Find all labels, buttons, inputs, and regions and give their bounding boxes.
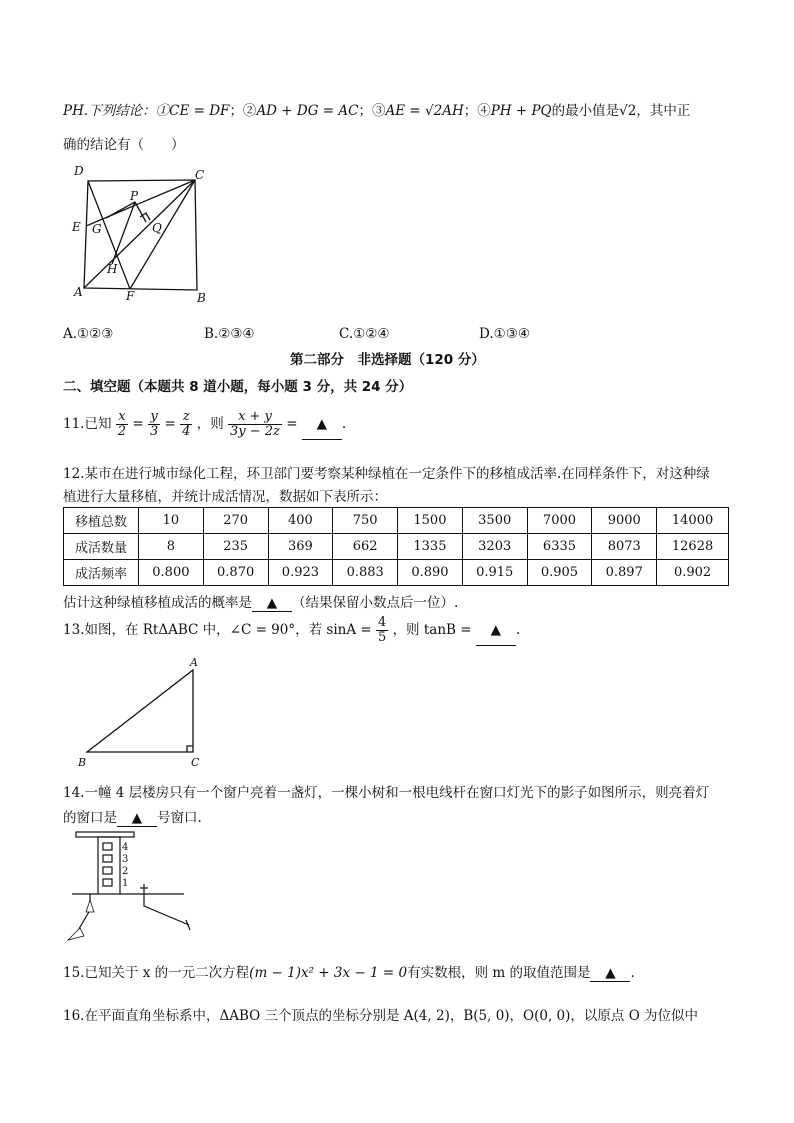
q15-equation: (m − 1)x² + 3x − 1 = 0	[249, 965, 408, 981]
q10-conclusion-4: PH + PQ	[490, 103, 552, 119]
q10-sep-3: ；④	[463, 103, 491, 119]
table-cell: 0.915	[462, 560, 527, 586]
q13-end: .	[515, 622, 521, 638]
right-angle-mark-c	[187, 746, 193, 752]
q12-after-prefix: 估计这种绿植移植成活的概率是	[63, 595, 252, 611]
q14-line2-prefix: 的窗口是	[63, 810, 117, 826]
label-d: D	[74, 164, 84, 178]
q10-option-c[interactable]: C.①②④	[339, 326, 390, 342]
q11-frac-x2: $\frac{x}{2}$	[117, 409, 127, 439]
window-3	[103, 855, 112, 862]
floor-label-4: 4	[122, 842, 129, 853]
window-1	[103, 879, 112, 886]
table-cell: 3203	[462, 534, 527, 560]
q10-line1	[63, 99, 690, 119]
q14-building-figure	[62, 830, 212, 948]
label-c: C	[191, 756, 200, 769]
q10-option-b[interactable]: B.②③④	[204, 326, 255, 342]
label-a: A	[190, 656, 198, 669]
building-roof	[76, 832, 134, 837]
q10-sep-2: ；③	[358, 103, 386, 119]
q13-triangle-figure	[70, 655, 220, 770]
table-cell: 8	[139, 534, 204, 560]
label-h: H	[107, 262, 118, 276]
row-header-total: 移植总数	[64, 508, 139, 534]
q11-end: .	[341, 416, 347, 432]
table-cell: 7000	[527, 508, 592, 534]
q10-conclusion-1: CE = DF	[169, 103, 230, 119]
table-cell: 0.923	[268, 560, 333, 586]
label-b: B	[78, 756, 87, 769]
floor-label-3: 3	[122, 854, 129, 865]
q10-option-a[interactable]: A.①②③	[63, 326, 114, 342]
q13-frac: $\frac{4}{5}$	[377, 615, 387, 645]
q12-data-table	[63, 507, 729, 586]
q15-mid: 有实数根，则 m 的取值范围是	[407, 965, 591, 981]
table-cell: 0.902	[657, 560, 729, 586]
q11-frac-target: $\frac{x + y}{3y - 2z}$	[230, 409, 280, 439]
q15-answer-blank[interactable]: ▲	[590, 965, 630, 982]
table-row	[64, 508, 729, 534]
triangle-abc	[87, 670, 193, 752]
q11-prefix: 11.已知	[63, 416, 112, 432]
label-c: C	[195, 168, 205, 182]
table-cell: 1500	[398, 508, 463, 534]
q13-prefix: 13.如图，在 RtΔABC 中，∠C = 90°，若 sinA =	[63, 622, 372, 638]
table-cell: 750	[333, 508, 398, 534]
window-4	[103, 843, 112, 850]
part2-title: 第二部分 非选择题（120 分）	[290, 352, 485, 368]
table-cell: 12628	[657, 534, 729, 560]
segment-ec	[86, 180, 195, 226]
table-cell: 6335	[527, 534, 592, 560]
q13-answer-blank[interactable]: ▲	[476, 615, 516, 646]
row-header-survived: 成活数量	[64, 534, 139, 560]
q11-eq-1: =	[132, 416, 144, 432]
table-cell: 0.883	[333, 560, 398, 586]
label-f: F	[126, 289, 135, 303]
q14-answer-blank[interactable]: ▲	[117, 810, 157, 827]
table-cell: 0.897	[592, 560, 657, 586]
tree-shadow-icon	[68, 928, 84, 940]
table-cell: 0.870	[203, 560, 268, 586]
q15-end: .	[630, 965, 635, 981]
q11-answer-blank[interactable]: ▲	[302, 409, 342, 440]
table-cell: 9000	[592, 508, 657, 534]
table-cell: 400	[268, 508, 333, 534]
label-e: E	[72, 220, 81, 234]
q10-line2: 确的结论有（ ）	[63, 137, 185, 153]
q12-answer-blank[interactable]: ▲	[252, 595, 292, 612]
q15	[63, 961, 635, 982]
floor-label-2: 2	[122, 866, 129, 877]
table-cell: 8073	[592, 534, 657, 560]
table-cell: 10	[139, 508, 204, 534]
section2-title: 二、填空题（本题共 8 道小题，每小题 3 分，共 24 分）	[63, 379, 413, 395]
table-cell: 0.890	[398, 560, 463, 586]
label-q: Q	[152, 221, 162, 235]
q11-eq-2: =	[164, 416, 176, 432]
q10-prefix: PH.下列结论：①	[63, 103, 170, 119]
q16: 16.在平面直角坐标系中，ΔABO 三个顶点的坐标分别是 A(4, 2)，B(5, 0)，O(0, 0)，以原点 O 为位似中	[63, 1008, 699, 1024]
q14-line2	[63, 806, 202, 827]
q12-after-suffix: （结果保留小数点后一位）.	[292, 595, 459, 611]
q11-frac-z4: $\frac{z}{4}$	[182, 409, 191, 439]
q10-sep-1: ；②	[229, 103, 257, 119]
floor-label-1: 1	[122, 878, 129, 889]
table-cell: 235	[203, 534, 268, 560]
q10-conclusion-2: AD + DG = AC	[256, 103, 359, 119]
q15-prefix: 15.已知关于 x 的一元二次方程	[63, 965, 250, 981]
row-header-frequency: 成活频率	[64, 560, 139, 586]
q11	[63, 409, 346, 440]
table-cell: 14000	[657, 508, 729, 534]
segment-ph	[112, 202, 135, 264]
pole-shadow-tick	[186, 920, 190, 930]
label-a: A	[74, 285, 83, 299]
segment-gp	[106, 202, 135, 218]
pole-shadow	[144, 902, 189, 925]
table-cell: 1335	[398, 534, 463, 560]
table-cell: 0.800	[139, 560, 204, 586]
table-cell: 369	[268, 534, 333, 560]
q12-line2: 植进行大量移植，并统计成活情况，数据如下表所示：	[63, 489, 387, 505]
label-g: G	[92, 222, 102, 236]
label-b: B	[197, 291, 206, 305]
q14-line1: 14.一幢 4 层楼房只有一个窗户亮着一盏灯，一棵小树和一根电线杆在窗口灯光下的影子如图所示，则亮着灯	[63, 785, 710, 801]
table-row	[64, 560, 729, 586]
q10-square-figure	[62, 160, 222, 310]
segment-pq	[135, 202, 146, 222]
q13-mid: ，则 tanB =	[392, 622, 472, 638]
window-2	[103, 867, 112, 874]
table-cell: 270	[203, 508, 268, 534]
q11-eq-3: =	[286, 416, 298, 432]
q14-line2-suffix: 号窗口.	[157, 810, 202, 826]
q13	[63, 615, 520, 646]
table-cell: 3500	[462, 508, 527, 534]
table-row	[64, 534, 729, 560]
table-cell: 0.905	[527, 560, 592, 586]
q10-option-d[interactable]: D.①③④	[479, 326, 530, 342]
table-cell: 662	[333, 534, 398, 560]
q10-conclusion-4-tail: 的最小值是√2，其中正	[551, 103, 691, 119]
q11-frac-y3: $\frac{y}{3}$	[149, 409, 159, 439]
q12-line1: 12.某市在进行城市绿化工程，环卫部门要考察某种绿植在一定条件下的移植成活率.在同样条件下，对这种绿	[63, 466, 710, 482]
tree-icon	[86, 900, 94, 912]
label-p: P	[130, 189, 139, 203]
q10-conclusion-3: AE = √2AH	[385, 103, 464, 119]
q12-after	[63, 591, 458, 612]
q11-mid: ，则	[196, 416, 224, 432]
